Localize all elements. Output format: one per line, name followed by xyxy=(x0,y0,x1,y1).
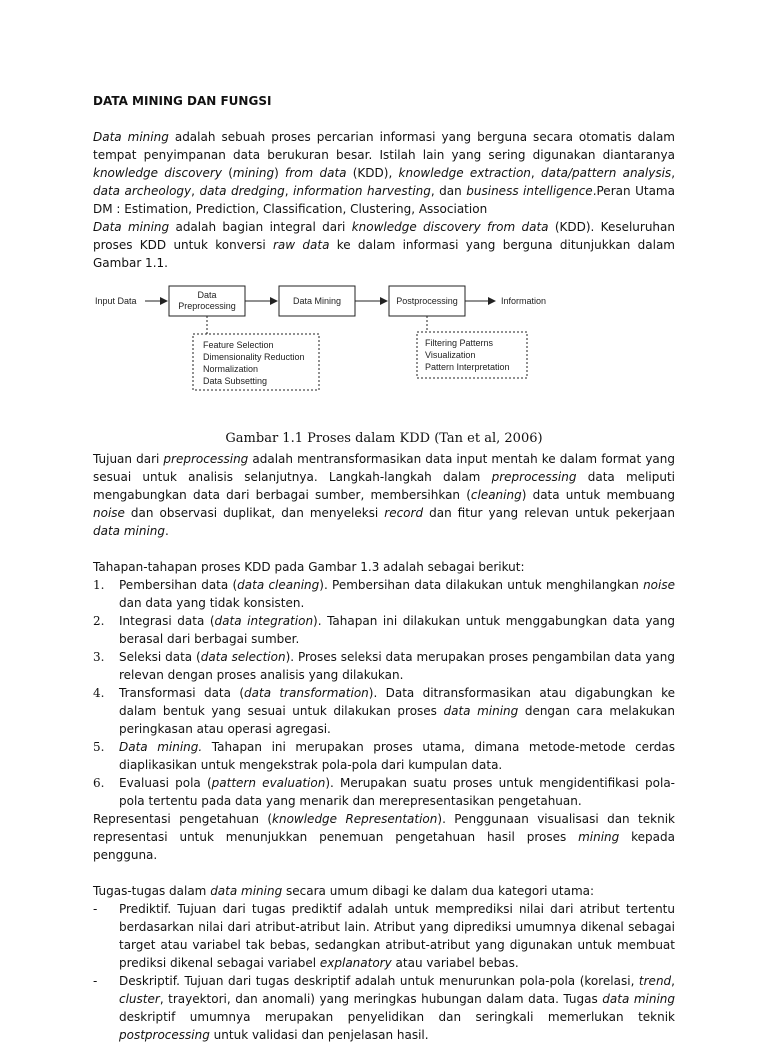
text-span: data meliputi mengabungkan data dari berbagai sumber, membersihkan ( xyxy=(93,470,675,502)
text-span: Pembersihan data ( xyxy=(119,578,238,592)
text-span: ). Pembersihan data dilakukan untuk menghilangkan xyxy=(319,578,644,592)
step-number: 1. xyxy=(93,578,105,592)
kdd-diagram-svg xyxy=(93,280,675,430)
step-item xyxy=(93,648,675,684)
text-span: ). Proses seleksi data merupakan proses pengambilan data yang relevan dengan proses analisis yang dilakukan. xyxy=(119,650,676,682)
spacer xyxy=(93,864,675,882)
text-span: trend xyxy=(638,974,672,988)
text-span: Data mining xyxy=(93,130,169,144)
text-span: secara umum dibagi ke dalam dua kategori utama: xyxy=(282,884,595,898)
preprocessing-paragraph xyxy=(93,450,675,540)
text-span: dan data yang tidak konsisten. xyxy=(119,596,305,610)
post-item: Filtering Patterns xyxy=(425,338,494,348)
task-categories-list xyxy=(93,900,675,1044)
text-span: explanatory xyxy=(319,956,392,970)
text-span: data mining xyxy=(443,704,519,718)
data-mining-label: Data Mining xyxy=(292,296,342,306)
text-span: , xyxy=(284,184,294,198)
text-span: ). Merupakan suatu proses untuk mengidentifikasi pola-pola tertentu pada data yang menarik dan merepresentasikan pengetahuan. xyxy=(119,776,676,808)
text-span: cluster xyxy=(119,992,160,1006)
text-span: Data mining xyxy=(93,220,170,234)
step-item xyxy=(93,612,675,648)
text-span: noise xyxy=(93,506,125,520)
steps-intro: Tahapan-tahapan proses KDD pada Gambar 1.3 adalah sebagai berikut: xyxy=(93,560,525,574)
text-span: (KDD), xyxy=(346,166,399,180)
text-span: Tahapan ini merupakan proses utama, dimana metode-metode cerdas diaplikasikan untuk mengekstrak pola-pola dari kumpulan data. xyxy=(119,740,675,772)
text-span: . xyxy=(165,524,169,538)
text-span: preprocessing xyxy=(163,452,249,466)
kdd-paragraph xyxy=(93,218,675,272)
list-dash: - xyxy=(93,974,98,988)
text-span: , xyxy=(191,184,200,198)
step-number: 5. xyxy=(93,740,105,754)
text-span: from data xyxy=(285,166,347,180)
text-span: ( xyxy=(221,166,233,180)
text-span: adalah mentransformasikan data input mentah ke dalam format yang sesuai untuk analisis selanjutnya. Langkah-langkah dalam xyxy=(93,452,675,484)
representation-paragraph xyxy=(93,810,675,864)
text-span: Evaluasi pola ( xyxy=(119,776,212,790)
text-span: kepada pengguna. xyxy=(93,830,675,862)
text-span: data dredging xyxy=(199,184,285,198)
text-span: data cleaning xyxy=(237,578,320,592)
text-span: data/pattern analysis xyxy=(540,166,672,180)
text-span: mining xyxy=(232,166,275,180)
text-span: , dan xyxy=(430,184,467,198)
kdd-process-diagram xyxy=(93,280,675,430)
text-span: Integrasi data ( xyxy=(119,614,215,628)
step-item xyxy=(93,774,675,810)
text-span: knowledge discovery xyxy=(93,166,222,180)
step-number: 6. xyxy=(93,776,105,790)
text-span: ke dalam informasi yang berguna ditunjukkan dalam Gambar 1.1. xyxy=(93,238,675,270)
preprocessing-label-2: Preprocessing xyxy=(178,301,236,311)
text-span: dengan cara melakukan peringkasan atau operasi agregasi. xyxy=(119,704,676,736)
text-span: cleaning xyxy=(470,488,522,502)
text-span: , xyxy=(671,166,676,180)
information-label: Information xyxy=(501,296,547,306)
text-span: adalah sebuah proses percarian informasi yang berguna secara otomatis dalam tempat penyimpanan data berukuran besar. Istilah lain yang sering digunakan diantaranya xyxy=(93,130,676,162)
postprocessing-label: Postprocessing xyxy=(396,296,458,306)
text-span: Tugas-tugas dalam xyxy=(93,884,211,898)
figure-caption: Gambar 1.1 Proses dalam KDD (Tan et al, 2006) xyxy=(225,431,543,446)
task-item xyxy=(93,900,675,972)
text-span: Prediktif. Tujuan dari tugas prediktif adalah untuk memprediksi nilai dari atribut tertentu berdasarkan nilai dari atribut-atribut lain. Atribut yang diprediksi umumnya dikenal sebagai target atau variabel tak bebas, sedangkan atribut-atribut yang digunakan untuk membuat prediksi dikenal sebagai variabel xyxy=(119,902,675,970)
text-span: Tujuan dari xyxy=(93,452,164,466)
text-span: data mining xyxy=(93,524,166,538)
text-span: data mining xyxy=(602,992,676,1006)
intro-paragraph xyxy=(93,128,675,218)
post-item: Visualization xyxy=(425,350,476,360)
text-span: noise xyxy=(643,578,675,592)
step-number: 2. xyxy=(93,614,105,628)
tasks-intro xyxy=(93,882,675,900)
text-span: ) xyxy=(274,166,286,180)
step-item xyxy=(93,738,675,774)
text-span: data archeology xyxy=(93,184,192,198)
text-span: adalah bagian integral dari xyxy=(169,220,352,234)
text-span: , xyxy=(530,166,541,180)
preprocessing-label-1: Data xyxy=(197,290,217,300)
task-item xyxy=(93,972,675,1044)
text-span: ). Penggunaan visualisasi dan teknik representasi untuk menunjukkan penemuan pengetahuan hasil proses xyxy=(93,812,675,844)
text-span: postprocessing xyxy=(119,1028,210,1042)
text-span: ) data untuk membuang xyxy=(521,488,676,502)
list-dash: - xyxy=(93,902,98,916)
text-span: information harvesting xyxy=(293,184,431,198)
text-span: knowledge discovery from data xyxy=(351,220,549,234)
document-title: DATA MINING DAN FUNGSI xyxy=(93,94,272,108)
step-number: 3. xyxy=(93,650,105,664)
text-span: dan fitur yang relevan untuk pekerjaan xyxy=(423,506,676,520)
text-span: Data mining. xyxy=(119,740,203,754)
text-span: ). Tahapan ini dilakukan untuk menggabungkan data yang berasal dari berbagai sumber. xyxy=(119,614,676,646)
text-span: , trayektori, dan anomali) yang meringkas hubungan dalam data. Tugas xyxy=(159,992,603,1006)
text-span: knowledge extraction xyxy=(398,166,531,180)
text-span: knowledge Representation xyxy=(272,812,438,826)
spacer xyxy=(93,540,675,558)
text-span: deskriptif umumnya merupakan penyelidikan dan seringkali memerlukan teknik xyxy=(119,1010,675,1024)
pre-item: Dimensionality Reduction xyxy=(203,352,305,362)
text-span: data mining xyxy=(210,884,283,898)
text-span: , xyxy=(671,974,675,988)
text-span: (KDD). Keseluruhan proses KDD untuk konversi xyxy=(93,220,675,252)
text-span: pattern evaluation xyxy=(211,776,326,790)
input-data-label: Input Data xyxy=(95,296,137,306)
step-item xyxy=(93,684,675,738)
post-item: Pattern Interpretation xyxy=(425,362,510,372)
text-span: Representasi pengetahuan ( xyxy=(93,812,273,826)
pre-item: Normalization xyxy=(203,364,259,374)
text-span: ). Data ditransformasikan atau digabungkan ke dalam bentuk yang sesuai untuk dilakukan proses xyxy=(119,686,675,718)
text-span: mining xyxy=(578,830,620,844)
text-span: record xyxy=(384,506,424,520)
text-span: untuk validasi dan penjelasan hasil. xyxy=(209,1028,429,1042)
step-item xyxy=(93,576,675,612)
text-span: preprocessing xyxy=(491,470,577,484)
text-span: .Peran Utama DM : Estimation, Prediction, Classification, Clustering, Association xyxy=(93,184,675,216)
text-span: Transformasi data ( xyxy=(119,686,245,700)
text-span: data transformation xyxy=(244,686,369,700)
text-span: data integration xyxy=(214,614,314,628)
text-span: Deskriptif. Tujuan dari tugas deskriptif adalah untuk menurunkan pola-pola (korelasi, xyxy=(119,974,639,988)
text-span: Seleksi data ( xyxy=(119,650,201,664)
pre-item: Feature Selection xyxy=(203,340,274,350)
text-span: business intelligence xyxy=(466,184,593,198)
text-span: atau variabel bebas. xyxy=(391,956,519,970)
kdd-steps-list xyxy=(93,576,675,810)
text-span: data selection xyxy=(200,650,286,664)
step-number: 4. xyxy=(93,686,105,700)
pre-item: Data Subsetting xyxy=(203,376,268,386)
text-span: dan observasi duplikat, dan menyeleksi xyxy=(124,506,385,520)
document-page xyxy=(93,92,675,1044)
text-span: raw data xyxy=(273,238,330,252)
